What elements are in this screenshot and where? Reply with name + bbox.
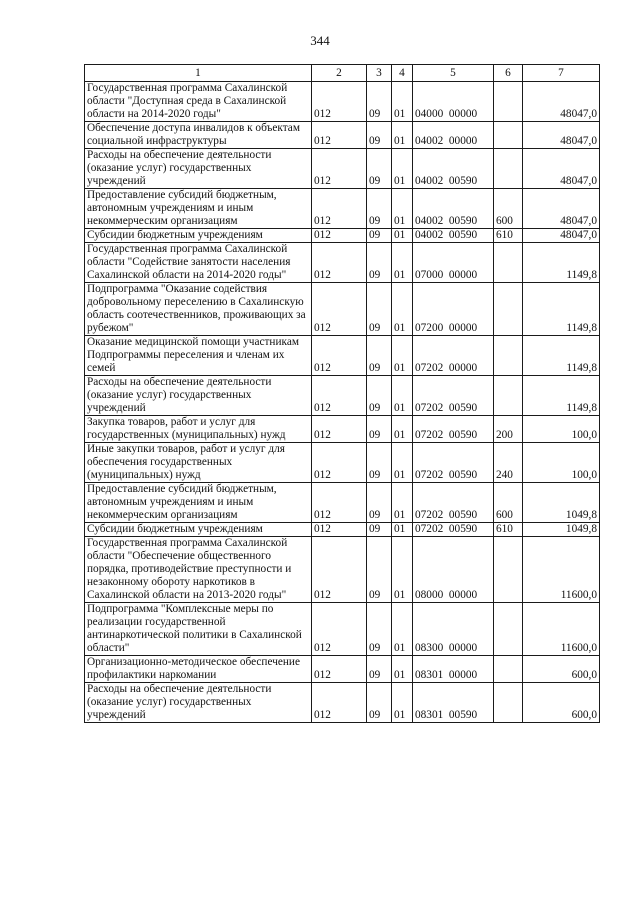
table-row	[85, 483, 600, 523]
row-section-code: 09	[367, 243, 392, 283]
header-col-7: 7	[523, 65, 600, 82]
row-ministry-code: 012	[312, 149, 367, 189]
row-name: Оказание медицинской помощи участникам Подпрограммы переселения и членам их семей	[85, 336, 312, 376]
row-subsection-code: 01	[392, 603, 413, 656]
row-name: Подпрограмма "Комплексные меры по реализации государственной антинаркотической политики в Сахалинской области"	[85, 603, 312, 656]
row-section-code: 09	[367, 537, 392, 603]
row-ministry-code: 012	[312, 283, 367, 336]
row-amount: 11600,0	[523, 603, 600, 656]
row-amount: 1149,8	[523, 376, 600, 416]
row-expense-type: 610	[494, 523, 523, 537]
row-ministry-code: 012	[312, 82, 367, 122]
row-expense-type: 610	[494, 229, 523, 243]
row-name: Государственная программа Сахалинской области "Обеспечение общественного порядка, противодействие преступности и незаконному обороту наркотиков в Сахалинской области на 2013-2020 годы"	[85, 537, 312, 603]
row-target-code: 07202 00590	[413, 483, 494, 523]
row-subsection-code: 01	[392, 537, 413, 603]
row-expense-type: 200	[494, 416, 523, 443]
row-expense-type	[494, 243, 523, 283]
row-ministry-code: 012	[312, 537, 367, 603]
row-target-code: 04002 00590	[413, 189, 494, 229]
row-expense-type	[494, 122, 523, 149]
row-name: Иные закупки товаров, работ и услуг для обеспечения государственных (муниципальных) нужд	[85, 443, 312, 483]
row-name: Государственная программа Сахалинской области "Содействие занятости населения Сахалинской области на 2014-2020 годы"	[85, 243, 312, 283]
row-section-code: 09	[367, 82, 392, 122]
row-target-code: 07202 00590	[413, 416, 494, 443]
row-expense-type	[494, 149, 523, 189]
row-target-code: 04002 00590	[413, 229, 494, 243]
row-expense-type: 600	[494, 189, 523, 229]
row-expense-type	[494, 603, 523, 656]
table-row	[85, 683, 600, 723]
row-section-code: 09	[367, 336, 392, 376]
table-row	[85, 443, 600, 483]
header-col-2: 2	[312, 65, 367, 82]
row-target-code: 04002 00590	[413, 149, 494, 189]
row-ministry-code: 012	[312, 443, 367, 483]
row-amount: 1049,8	[523, 483, 600, 523]
table-row	[85, 189, 600, 229]
table-row	[85, 656, 600, 683]
row-ministry-code: 012	[312, 229, 367, 243]
row-target-code: 07202 00590	[413, 376, 494, 416]
row-expense-type	[494, 656, 523, 683]
row-target-code: 08300 00000	[413, 603, 494, 656]
row-expense-type: 600	[494, 483, 523, 523]
row-section-code: 09	[367, 149, 392, 189]
row-amount: 1149,8	[523, 336, 600, 376]
row-name: Предоставление субсидий бюджетным, автономным учреждениям и иным некоммерческим организациям	[85, 483, 312, 523]
row-subsection-code: 01	[392, 229, 413, 243]
row-name: Организационно-методическое обеспечение профилактики наркомании	[85, 656, 312, 683]
row-expense-type	[494, 82, 523, 122]
row-section-code: 09	[367, 376, 392, 416]
row-amount: 100,0	[523, 416, 600, 443]
row-target-code: 04000 00000	[413, 82, 494, 122]
row-expense-type: 240	[494, 443, 523, 483]
row-ministry-code: 012	[312, 656, 367, 683]
header-col-4: 4	[392, 65, 413, 82]
row-amount: 1049,8	[523, 523, 600, 537]
table-row	[85, 336, 600, 376]
row-subsection-code: 01	[392, 523, 413, 537]
row-section-code: 09	[367, 656, 392, 683]
row-subsection-code: 01	[392, 336, 413, 376]
row-section-code: 09	[367, 683, 392, 723]
row-name: Расходы на обеспечение деятельности (оказание услуг) государственных учреждений	[85, 149, 312, 189]
row-section-code: 09	[367, 122, 392, 149]
row-subsection-code: 01	[392, 443, 413, 483]
table-row	[85, 537, 600, 603]
row-target-code: 07202 00000	[413, 336, 494, 376]
row-target-code: 08301 00000	[413, 656, 494, 683]
header-col-5: 5	[413, 65, 494, 82]
header-col-1: 1	[85, 65, 312, 82]
budget-table	[84, 64, 600, 723]
table-row	[85, 416, 600, 443]
row-section-code: 09	[367, 229, 392, 243]
row-target-code: 07202 00590	[413, 523, 494, 537]
row-name: Государственная программа Сахалинской области "Доступная среда в Сахалинской области на 2014-2020 годы"	[85, 82, 312, 122]
table-row	[85, 376, 600, 416]
header-col-6: 6	[494, 65, 523, 82]
row-subsection-code: 01	[392, 149, 413, 189]
row-section-code: 09	[367, 603, 392, 656]
row-subsection-code: 01	[392, 416, 413, 443]
row-subsection-code: 01	[392, 483, 413, 523]
row-ministry-code: 012	[312, 376, 367, 416]
row-subsection-code: 01	[392, 683, 413, 723]
table-row	[85, 229, 600, 243]
table-row	[85, 149, 600, 189]
row-name: Подпрограмма "Оказание содействия добровольному переселению в Сахалинскую область соотечественников, проживающих за рубежом"	[85, 283, 312, 336]
row-target-code: 07202 00590	[413, 443, 494, 483]
row-amount: 48047,0	[523, 229, 600, 243]
row-ministry-code: 012	[312, 483, 367, 523]
row-section-code: 09	[367, 483, 392, 523]
row-amount: 48047,0	[523, 82, 600, 122]
row-ministry-code: 012	[312, 122, 367, 149]
row-target-code: 07200 00000	[413, 283, 494, 336]
row-amount: 48047,0	[523, 149, 600, 189]
row-amount: 600,0	[523, 656, 600, 683]
row-amount: 100,0	[523, 443, 600, 483]
table-row	[85, 603, 600, 656]
row-amount: 11600,0	[523, 537, 600, 603]
row-expense-type	[494, 336, 523, 376]
row-ministry-code: 012	[312, 523, 367, 537]
row-ministry-code: 012	[312, 416, 367, 443]
row-target-code: 04002 00000	[413, 122, 494, 149]
row-ministry-code: 012	[312, 243, 367, 283]
row-subsection-code: 01	[392, 656, 413, 683]
table-row	[85, 523, 600, 537]
row-ministry-code: 012	[312, 683, 367, 723]
row-name: Субсидии бюджетным учреждениям	[85, 229, 312, 243]
row-name: Субсидии бюджетным учреждениям	[85, 523, 312, 537]
row-ministry-code: 012	[312, 336, 367, 376]
row-section-code: 09	[367, 189, 392, 229]
row-subsection-code: 01	[392, 376, 413, 416]
row-section-code: 09	[367, 416, 392, 443]
row-section-code: 09	[367, 523, 392, 537]
row-subsection-code: 01	[392, 243, 413, 283]
row-amount: 1149,8	[523, 283, 600, 336]
row-subsection-code: 01	[392, 82, 413, 122]
row-expense-type	[494, 683, 523, 723]
row-amount: 48047,0	[523, 122, 600, 149]
header-col-3: 3	[367, 65, 392, 82]
header-row	[85, 65, 600, 82]
row-ministry-code: 012	[312, 603, 367, 656]
row-name: Расходы на обеспечение деятельности (оказание услуг) государственных учреждений	[85, 376, 312, 416]
row-expense-type	[494, 537, 523, 603]
table-row	[85, 82, 600, 122]
row-section-code: 09	[367, 283, 392, 336]
row-expense-type	[494, 283, 523, 336]
row-name: Закупка товаров, работ и услуг для государственных (муниципальных) нужд	[85, 416, 312, 443]
page-number: 344	[310, 33, 330, 48]
row-section-code: 09	[367, 443, 392, 483]
row-expense-type	[494, 376, 523, 416]
row-amount: 600,0	[523, 683, 600, 723]
table-row	[85, 283, 600, 336]
row-name: Обеспечение доступа инвалидов к объектам социальной инфраструктуры	[85, 122, 312, 149]
table-row	[85, 243, 600, 283]
table-row	[85, 122, 600, 149]
row-amount: 1149,8	[523, 243, 600, 283]
row-subsection-code: 01	[392, 283, 413, 336]
row-target-code: 07000 00000	[413, 243, 494, 283]
row-target-code: 08301 00590	[413, 683, 494, 723]
row-target-code: 08000 00000	[413, 537, 494, 603]
row-name: Расходы на обеспечение деятельности (оказание услуг) государственных учреждений	[85, 683, 312, 723]
row-subsection-code: 01	[392, 122, 413, 149]
row-amount: 48047,0	[523, 189, 600, 229]
row-subsection-code: 01	[392, 189, 413, 229]
row-name: Предоставление субсидий бюджетным, автономным учреждениям и иным некоммерческим организациям	[85, 189, 312, 229]
row-ministry-code: 012	[312, 189, 367, 229]
